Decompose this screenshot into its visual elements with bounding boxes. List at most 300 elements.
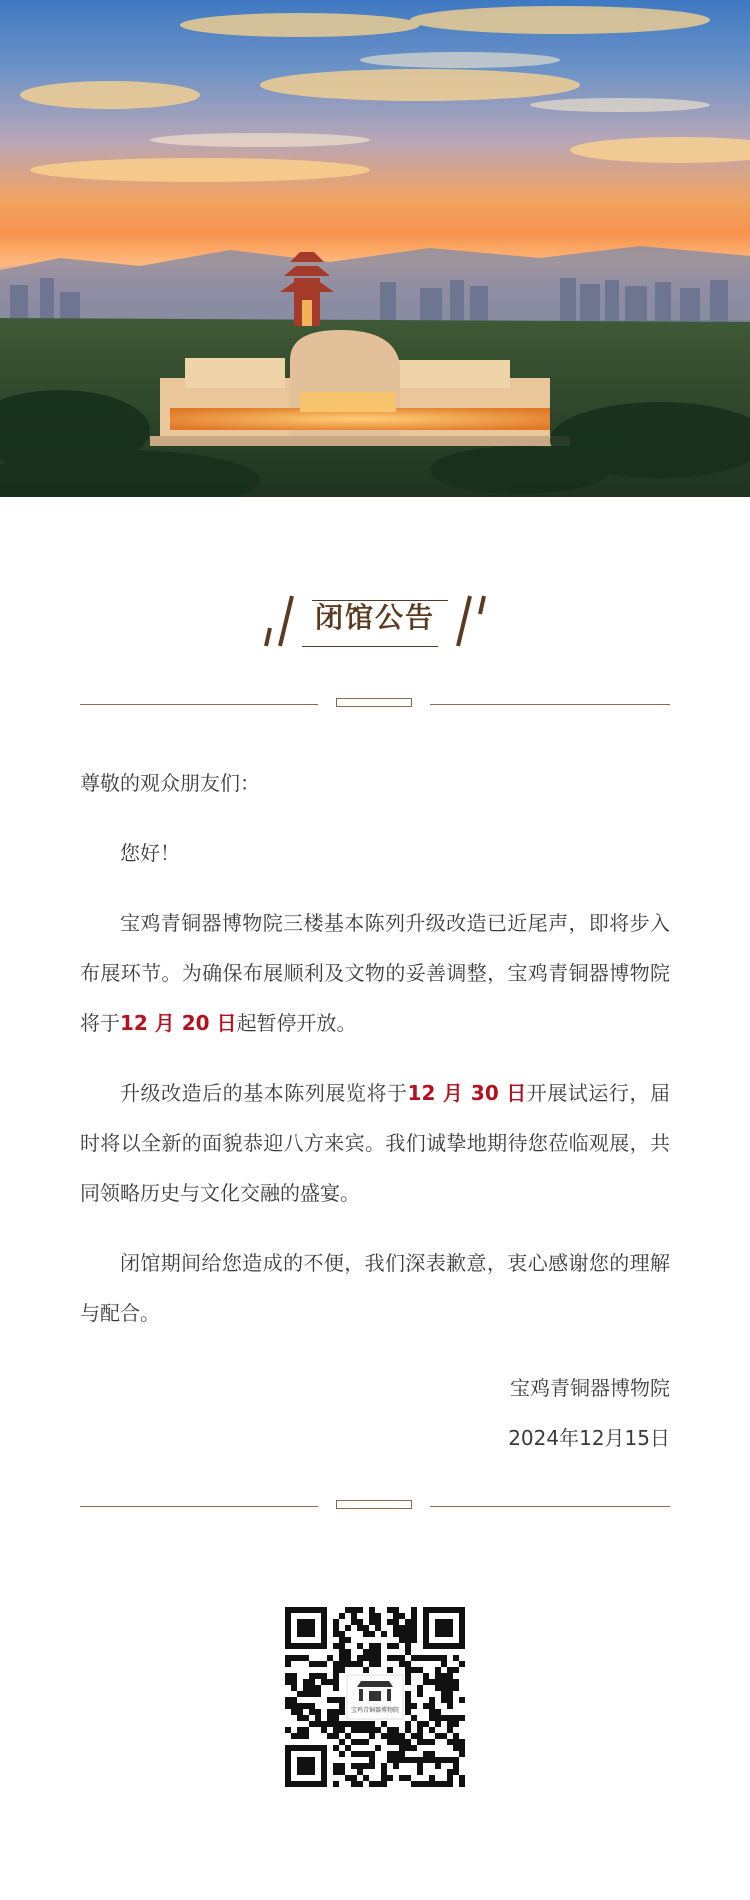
qr-module [345,1655,351,1661]
qr-module [345,1721,351,1727]
qr-module [375,1643,381,1649]
qr-module [399,1613,405,1619]
paragraph-text: 起暂停开放。 [236,1011,357,1035]
qr-module [351,1721,357,1727]
qr-module [363,1649,369,1655]
qr-module [393,1739,399,1745]
qr-module [435,1757,441,1763]
qr-module [315,1685,321,1691]
qr-module [369,1643,375,1649]
qr-module [339,1661,345,1667]
qr-module [285,1679,291,1685]
qr-module [459,1661,465,1667]
qr-module [339,1739,345,1745]
qr-module [387,1667,393,1673]
qr-module [417,1691,423,1697]
qr-module [369,1607,375,1613]
qr-module [441,1679,447,1685]
qr-module [369,1763,375,1769]
qr-module [459,1745,465,1751]
qr-module [369,1727,375,1733]
qr-module [405,1697,411,1703]
qr-module [417,1733,423,1739]
qr-module [399,1637,405,1643]
qr-module [411,1667,417,1673]
qr-module [399,1655,405,1661]
qr-module [327,1709,333,1715]
qr-module [339,1721,345,1727]
qr-module [375,1745,381,1751]
qr-module [417,1769,423,1775]
qr-module [429,1697,435,1703]
qr-module [357,1619,363,1625]
qr-module [345,1775,351,1781]
qr-code[interactable] [285,1607,465,1787]
qr-module [339,1631,345,1637]
paragraph-reopen-date [80,1068,670,1218]
qr-module [405,1679,411,1685]
qr-module [375,1619,381,1625]
section-divider-top [80,698,670,710]
qr-module [435,1781,441,1787]
qr-module [423,1703,429,1709]
qr-module [429,1679,435,1685]
qr-module [339,1697,345,1703]
qr-module [363,1751,369,1757]
qr-module [429,1727,435,1733]
qr-module [309,1679,315,1685]
qr-module [333,1625,339,1631]
qr-module [381,1781,387,1787]
qr-module [447,1781,453,1787]
qr-module [405,1661,411,1667]
qr-module [399,1745,405,1751]
qr-module [435,1763,441,1769]
qr-module [285,1661,291,1667]
qr-module [381,1631,387,1637]
qr-module [453,1757,459,1763]
qr-module [339,1709,345,1715]
qr-module [309,1721,315,1727]
qr-module [351,1739,357,1745]
qr-module [405,1637,411,1643]
qr-module [405,1721,411,1727]
qr-module [351,1775,357,1781]
qr-module [393,1751,399,1757]
qr-module [459,1739,465,1745]
qr-module [411,1655,417,1661]
qr-module [291,1673,297,1679]
qr-module [285,1697,291,1703]
qr-module [405,1667,411,1673]
qr-module [411,1631,417,1637]
qr-module [369,1655,375,1661]
notice-title-block [0,588,750,666]
qr-module [399,1757,405,1763]
qr-module [369,1619,375,1625]
qr-module [435,1685,441,1691]
paragraph-text: 宝鸡青铜器博物院三楼基本陈列升级改造已近尾声，即将步入布展环节。为确保布展顺利及文物的妥善调整，宝鸡青铜器博物院将于 [80,911,670,1035]
paragraph-text: 开展试运行，届时将以全新的面貌恭迎八方来宾。我们诚挚地期待您莅临观展，共同领略历史与文化交融的盛宴。 [80,1081,671,1205]
qr-module [459,1715,465,1721]
qr-module [411,1625,417,1631]
hero-photo [0,0,750,497]
qr-module [447,1673,453,1679]
qr-module [429,1751,435,1757]
qr-module [405,1625,411,1631]
qr-module [291,1685,297,1691]
qr-module [309,1661,315,1667]
qr-module [453,1769,459,1775]
qr-module [339,1703,345,1709]
qr-module [447,1697,453,1703]
qr-module [357,1769,363,1775]
qr-module [447,1667,453,1673]
qr-module [423,1751,429,1757]
salutation-line: 您好！ [120,841,180,865]
qr-module [315,1691,321,1697]
qr-module [339,1751,345,1757]
qr-module [285,1655,291,1661]
qr-module [357,1625,363,1631]
qr-module [447,1769,453,1775]
signature-org: 宝鸡青铜器博物院 [510,1376,670,1400]
qr-module [447,1775,453,1781]
qr-module [387,1655,393,1661]
qr-module [453,1655,459,1661]
qr-module [393,1727,399,1733]
qr-module [297,1733,303,1739]
qr-module [453,1715,459,1721]
qr-module [369,1721,375,1727]
qr-module [423,1679,429,1685]
qr-code-icon [285,1607,465,1787]
qr-module [351,1781,357,1787]
qr-module [435,1655,441,1661]
qr-module [429,1775,435,1781]
qr-module [447,1703,453,1709]
qr-module [333,1661,339,1667]
qr-module [351,1607,357,1613]
qr-module [339,1643,345,1649]
qr-module [333,1643,339,1649]
qr-module [405,1727,411,1733]
qr-module [321,1661,327,1667]
qr-module [375,1613,381,1619]
paragraph-apology: 闭馆期间给您造成的不便，我们深表歉意，衷心感谢您的理解与配合。 [80,1251,670,1325]
qr-module [315,1709,321,1715]
qr-module [297,1703,303,1709]
qr-module [453,1679,459,1685]
qr-module [333,1679,339,1685]
qr-module [447,1739,453,1745]
qr-module [303,1715,309,1721]
qr-module [345,1625,351,1631]
qr-module [291,1703,297,1709]
qr-module [417,1655,423,1661]
qr-module [435,1709,441,1715]
qr-module [411,1607,417,1613]
qr-module [375,1727,381,1733]
qr-module [393,1613,399,1619]
qr-module [357,1721,363,1727]
qr-module [423,1673,429,1679]
qr-module [333,1697,339,1703]
qr-module [435,1667,441,1673]
qr-module [417,1667,423,1673]
qr-module [447,1721,453,1727]
qr-module [303,1685,309,1691]
qr-module [357,1763,363,1769]
qr-module [375,1781,381,1787]
qr-module [339,1637,345,1643]
qr-module [357,1661,363,1667]
qr-module [429,1757,435,1763]
reopen-date-highlight: 12 月 30 日 [407,1081,527,1105]
qr-module [411,1733,417,1739]
qr-module [417,1721,423,1727]
qr-module [453,1733,459,1739]
qr-module [363,1739,369,1745]
qr-module [405,1757,411,1763]
qr-module [363,1625,369,1631]
qr-module [447,1757,453,1763]
qr-module [303,1727,309,1733]
qr-module [369,1757,375,1763]
qr-module [453,1721,459,1727]
qr-module [399,1751,405,1757]
qr-module [453,1745,459,1751]
qr-module [369,1631,375,1637]
qr-module [345,1637,351,1643]
qr-module [303,1733,309,1739]
qr-module [333,1763,339,1769]
qr-module [453,1739,459,1745]
qr-module [417,1781,423,1787]
qr-module [387,1775,393,1781]
qr-module [447,1715,453,1721]
qr-module [387,1607,393,1613]
qr-module [303,1679,309,1685]
qr-module [297,1715,303,1721]
qr-module [405,1775,411,1781]
qr-module [411,1757,417,1763]
qr-module [411,1745,417,1751]
qr-module [333,1727,339,1733]
qr-module [333,1733,339,1739]
qr-logo-text: 宝鸡青铜器博物院 [350,1707,400,1714]
qr-module [387,1739,393,1745]
qr-module [369,1781,375,1787]
qr-module [351,1763,357,1769]
qr-module [333,1667,339,1673]
qr-module [357,1643,363,1649]
qr-module [357,1655,363,1661]
qr-module [459,1775,465,1781]
qr-module [459,1751,465,1757]
qr-module [435,1673,441,1679]
qr-module [429,1781,435,1787]
qr-module [435,1715,441,1721]
qr-module [363,1775,369,1781]
qr-module [363,1655,369,1661]
signature-block [80,1363,670,1463]
qr-module [315,1715,321,1721]
qr-module [285,1703,291,1709]
qr-module [339,1769,345,1775]
qr-module [333,1709,339,1715]
qr-module [345,1649,351,1655]
qr-module [363,1631,369,1637]
qr-module [423,1757,429,1763]
section-divider-bottom [80,1500,670,1512]
qr-module [417,1757,423,1763]
qr-module [399,1625,405,1631]
qr-module [321,1679,327,1685]
qr-module [297,1691,303,1697]
qr-module [369,1733,375,1739]
qr-module [321,1721,327,1727]
qr-module [369,1751,375,1757]
qr-module [411,1715,417,1721]
qr-module [339,1655,345,1661]
paragraph-closure-date [80,898,670,1048]
qr-module [387,1619,393,1625]
qr-module [357,1607,363,1613]
qr-module [441,1697,447,1703]
qr-module [309,1673,315,1679]
qr-module [417,1727,423,1733]
qr-module [405,1709,411,1715]
qr-module [459,1697,465,1703]
qr-module [447,1727,453,1733]
qr-module [387,1733,393,1739]
qr-module [381,1721,387,1727]
qr-module [375,1661,381,1667]
qr-module [357,1781,363,1787]
qr-module [429,1709,435,1715]
qr-module [429,1703,435,1709]
qr-module [345,1745,351,1751]
qr-module [339,1667,345,1673]
qr-module [381,1769,387,1775]
qr-module [339,1763,345,1769]
qr-module [405,1631,411,1637]
qr-module [411,1781,417,1787]
qr-module [387,1751,393,1757]
qr-module [411,1613,417,1619]
qr-module [285,1673,291,1679]
qr-module [441,1733,447,1739]
qr-module [303,1655,309,1661]
qr-module [339,1613,345,1619]
qr-module [309,1685,315,1691]
qr-module [441,1691,447,1697]
qr-module [339,1727,345,1733]
qr-module [333,1673,339,1679]
qr-module [309,1703,315,1709]
qr-module [369,1649,375,1655]
qr-module [429,1655,435,1661]
qr-module [429,1739,435,1745]
qr-module [393,1619,399,1625]
qr-module [453,1763,459,1769]
qr-module [417,1685,423,1691]
qr-module [351,1727,357,1733]
qr-module [441,1655,447,1661]
paragraph-text: 升级改造后的基本陈列展览将于 [120,1081,408,1105]
qr-module [291,1655,297,1661]
qr-module [291,1679,297,1685]
qr-module [333,1631,339,1637]
signature-date: 2024年12月15日 [508,1426,670,1450]
qr-module [399,1661,405,1667]
qr-module [327,1715,333,1721]
qr-module [297,1727,303,1733]
qr-module [405,1643,411,1649]
qr-module [417,1739,423,1745]
qr-module [399,1733,405,1739]
qr-module [405,1649,411,1655]
qr-module [321,1727,327,1733]
qr-module [351,1661,357,1667]
qr-module [393,1631,399,1637]
qr-module [363,1763,369,1769]
qr-module [459,1781,465,1787]
qr-module [387,1643,393,1649]
qr-module [333,1769,339,1775]
qr-module [423,1655,429,1661]
qr-module [291,1697,297,1703]
qr-module [315,1661,321,1667]
qr-module [453,1667,459,1673]
decor-slash-right-icon [452,588,488,648]
qr-module [441,1685,447,1691]
qr-module [351,1619,357,1625]
qr-module [405,1703,411,1709]
qr-module [375,1649,381,1655]
qr-module [315,1721,321,1727]
closure-date-highlight: 12 月 20 日 [120,1011,237,1035]
qr-module [453,1685,459,1691]
qr-module [393,1733,399,1739]
qr-module [405,1739,411,1745]
qr-module [363,1721,369,1727]
qr-module [357,1751,363,1757]
qr-module [411,1703,417,1709]
qr-module [291,1709,297,1715]
qr-module [447,1691,453,1697]
qr-module [345,1733,351,1739]
qr-module [363,1727,369,1733]
qr-module [303,1703,309,1709]
qr-module [333,1715,339,1721]
qr-module [393,1763,399,1769]
qr-module [327,1697,333,1703]
qr-module [417,1763,423,1769]
decor-slash-left-icon [262,588,298,648]
qr-module [375,1655,381,1661]
notice-title: 闭馆公告 [314,601,435,634]
qr-module [303,1691,309,1697]
qr-module [351,1751,357,1757]
qr-module [435,1679,441,1685]
qr-module [345,1661,351,1667]
qr-module [387,1757,393,1763]
qr-module [441,1661,447,1667]
qr-module [297,1709,303,1715]
qr-module [405,1745,411,1751]
